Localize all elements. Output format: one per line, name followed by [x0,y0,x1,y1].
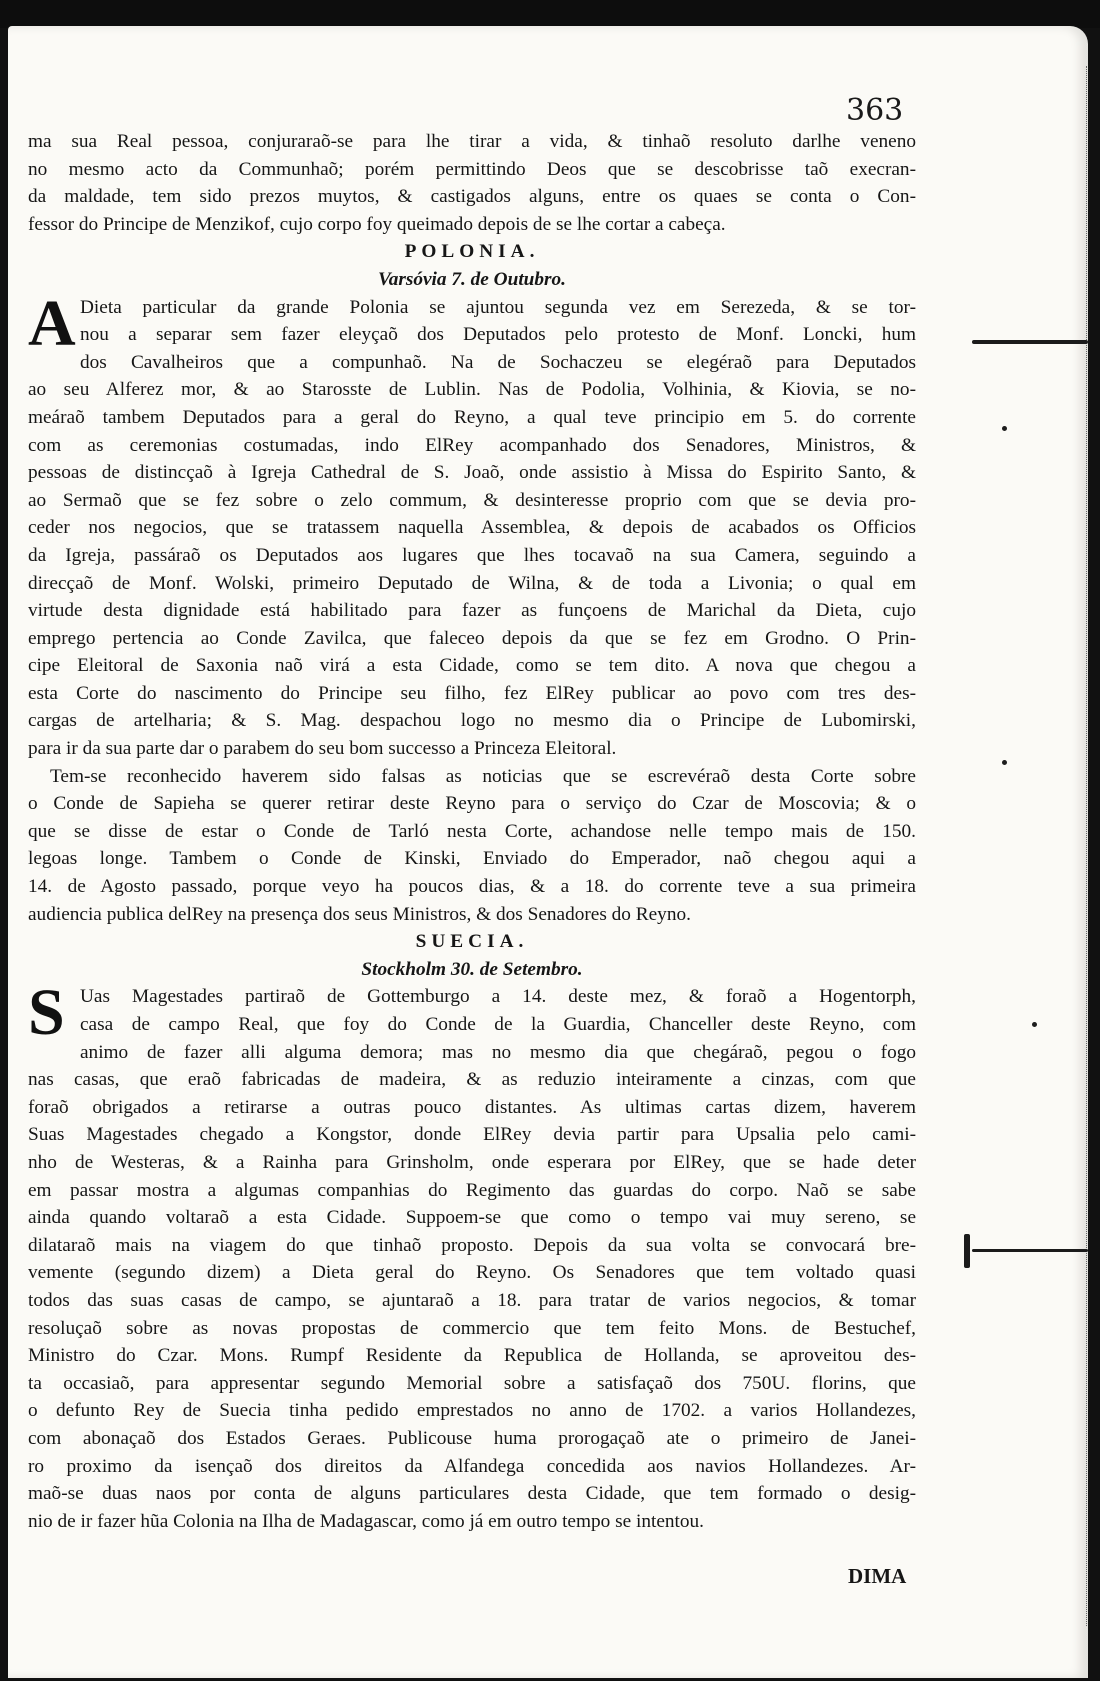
text-line: pessoas de distincçaõ à Igreja Cathedral de S. Joaõ, onde assistio à Missa do Espirito Santo, & [28,462,916,484]
dateline-varsovia: Varsóvia 7. de Outubro. [377,268,567,290]
text-line: esta Corte do nascimento do Principe seu filho, fez ElRey publicar ao povo com tres des- [28,682,916,704]
text-line: nas casas, que eraõ fabricadas de madeira, & as reduzio inteiramente a cinzas, com que [28,1069,916,1091]
text-line: cargas de artelharia; & S. Mag. despachou logo no mesmo dia o Principe de Lubomirski, [28,710,916,732]
drop-cap-letter: S [28,976,65,1050]
text-line: ta occasiaõ, para appresentar segundo Memorial sobre a satisfaçaõ dos 750U. florins, que [28,1372,916,1394]
catchword: DIMA [848,1564,907,1588]
text-line: o defunto Rey de Suecia tinha pedido emprestados no anno de 1702. a varios Hollandezes, [28,1400,916,1422]
suecia-paragraph [28,976,916,1535]
text-line: cipe Eleitoral de Saxonia naõ virá a esta Cidade, como se tem dito. A nova que chegou a [28,655,916,677]
dateline-stockholm: Stockholm 30. de Setembro. [361,958,583,980]
text-line: dos Cavalheiros que a compunhaõ. Na de Sochaczeu se elegéraõ para Deputados [80,351,916,373]
text-line: nou a separar sem fazer eleyçaõ dos Deputados pelo protesto de Monf. Loncki, hum [80,324,916,346]
text-line: da Igreja, passáraõ os Deputados aos lugares que lhes tocavaõ na sua Camera, seguindo a [28,544,916,566]
text-line: foraõ obrigados a retirarse a outras pouco distantes. As ultimas cartas dizem, haverem [28,1096,916,1118]
binding-clip-mark [972,340,1088,344]
text-line: dilataraõ mais na viagem do que tinhaõ proposto. Depois da sua volta se convocará bre- [28,1234,916,1256]
text-line: Uas Magestades partiraõ de Gottemburgo a 14. deste mez, & foraõ a Hogentorph, [80,986,916,1008]
text-line: ro proximo da isençaõ dos direitos da Alfandega concedida aos navios Hollandezes. Ar- [28,1455,916,1477]
text-line: com abonaçaõ dos Estados Geraes. Publicouse huma prorogaçaõ ate o primeiro de Janei- [28,1427,916,1449]
text-line: resoluçaõ sobre as novas propostas de commercio que tem feito Mons. de Bestuchef, [28,1317,916,1339]
text-line: Tem-se reconhecido haverem sido falsas as noticias que se escrevéraõ desta Corte sobre [50,765,916,787]
section-heading-polonia: POLONIA. [404,241,540,263]
text-line: audiencia publica delRey na presença dos seus Ministros, & dos Senadores do Reyno. [28,903,691,925]
page-edge-shadow [1086,66,1093,1626]
text-line: meáraõ tambem Deputados para a geral do Reyno, a qual teve principio em 5. do corrente [28,406,916,428]
drop-cap-letter: A [28,286,76,360]
text-line: Ministro do Czar. Mons. Rumpf Residente da Republica de Hollanda, se aproveitou des- [28,1345,916,1367]
text-line: para ir da sua parte dar o parabem do seu bom successo a Princeza Eleitoral. [28,738,617,760]
text-line: nho de Westeras, & a Rainha para Grinsholm, onde esperara por ElRey, que se hade deter [28,1151,916,1173]
text-line: Dieta particular da grande Polonia se ajuntou segunda vez em Serezeda, & se tor- [80,296,916,318]
text-line: ainda quando voltaraõ a esta Cidade. Suppoem-se que como o tempo vai muy sereno, se [28,1207,916,1229]
scan-top-band [0,0,1100,28]
text-line: animo de fazer alli alguma demora; mas no mesmo dia que chegáraõ, pegou o fogo [80,1041,916,1063]
polonia-paragraph-2 [28,763,916,929]
scan-speck [1002,426,1007,431]
binding-clip-mark [972,1249,1088,1252]
text-line: em passar mostra a algumas companhias do Regimento das guardas do corpo. Naõ se sabe [28,1179,916,1201]
text-line: virtude desta dignidade está habilitado para fazer as funçoens de Marichal da Dieta, cujo [28,600,916,622]
text-line: 14. de Agosto passado, porque veyo ha poucos dias, & a 18. do corrente teve a sua primeira [28,876,916,898]
article-body [28,128,916,1535]
polonia-paragraph-1 [28,286,916,763]
text-line: o Conde de Sapieha se querer retirar deste Reyno para o serviço do Czar de Moscovia; & o [28,793,916,815]
text-line: ao seu Alferez mor, & ao Starosste de Lublin. Nas de Podolia, Volhinia, & Kiovia, se no- [28,379,916,401]
text-line: no mesmo acto da Communhaõ; porém permittindo Deos que se descobrisse taõ execran- [28,158,916,180]
text-line: ao Sermaõ que se fez sobre o zelo commum, & desinteresse proprio com que se devia pro- [28,489,916,511]
text-line: emprego pertencia ao Conde Zavilca, que faleceo depois da que se fez em Grodno. O Prin- [28,627,916,649]
text-line: direcçaõ de Monf. Wolski, primeiro Deputado de Wilna, & de toda a Livonia; o qual em [28,572,916,594]
page-number: 363 [846,93,904,128]
text-line: vemente (segundo dizem) a Dieta geral do Reyno. Os Senadores que tem voltado quasi [28,1262,916,1284]
text-line: nio de ir fazer hũa Colonia na Ilha de Madagascar, como já em outro tempo se intentou. [28,1510,704,1532]
scan-speck [1002,760,1007,765]
section-heading-suecia: SUECIA. [415,931,529,953]
scan-speck [1032,1022,1037,1027]
opening-paragraph [28,128,916,238]
text-line: com as ceremonias costumadas, indo ElRey acompanhado dos Senadores, Ministros, & [28,434,916,456]
binding-clip-mark [964,1234,970,1268]
text-line: casa de campo Real, que foy do Conde de la Guardia, Chanceller deste Reyno, com [80,1014,916,1035]
text-line: que se disse de estar o Conde de Tarló nesta Corte, achandose nelle tempo mais de 150. [28,820,916,842]
text-line: todos das suas casas de campo, se ajuntaraõ a 18. para tratar de varios negocios, & tomar [28,1289,916,1311]
text-line: da maldade, tem sido prezos muytos, & castigados alguns, entre os quaes se conta o Con- [28,186,916,208]
text-line: ceder nos negocios, que se tratassem naquella Assemblea, & depois de acabados os Officios [28,517,916,539]
text-line: legoas longe. Tambem o Conde de Kinski, Enviado do Emperador, naõ chegou aqui a [28,848,916,870]
text-line: fessor do Principe de Menzikof, cujo corpo foy queimado depois de se lhe cortar a cabeça. [28,213,726,235]
text-line: maõ-se duas naos por conta de alguns particulares desta Cidade, que tem formado o desig- [28,1483,916,1505]
text-line: Suas Magestades chegado a Kongstor, donde ElRey devia partir para Upsalia pelo cami- [28,1124,916,1146]
text-line: ma sua Real pessoa, conjuraraõ-se para lhe tirar a vida, & tinhaõ resoluto darlhe veneno [28,131,916,152]
